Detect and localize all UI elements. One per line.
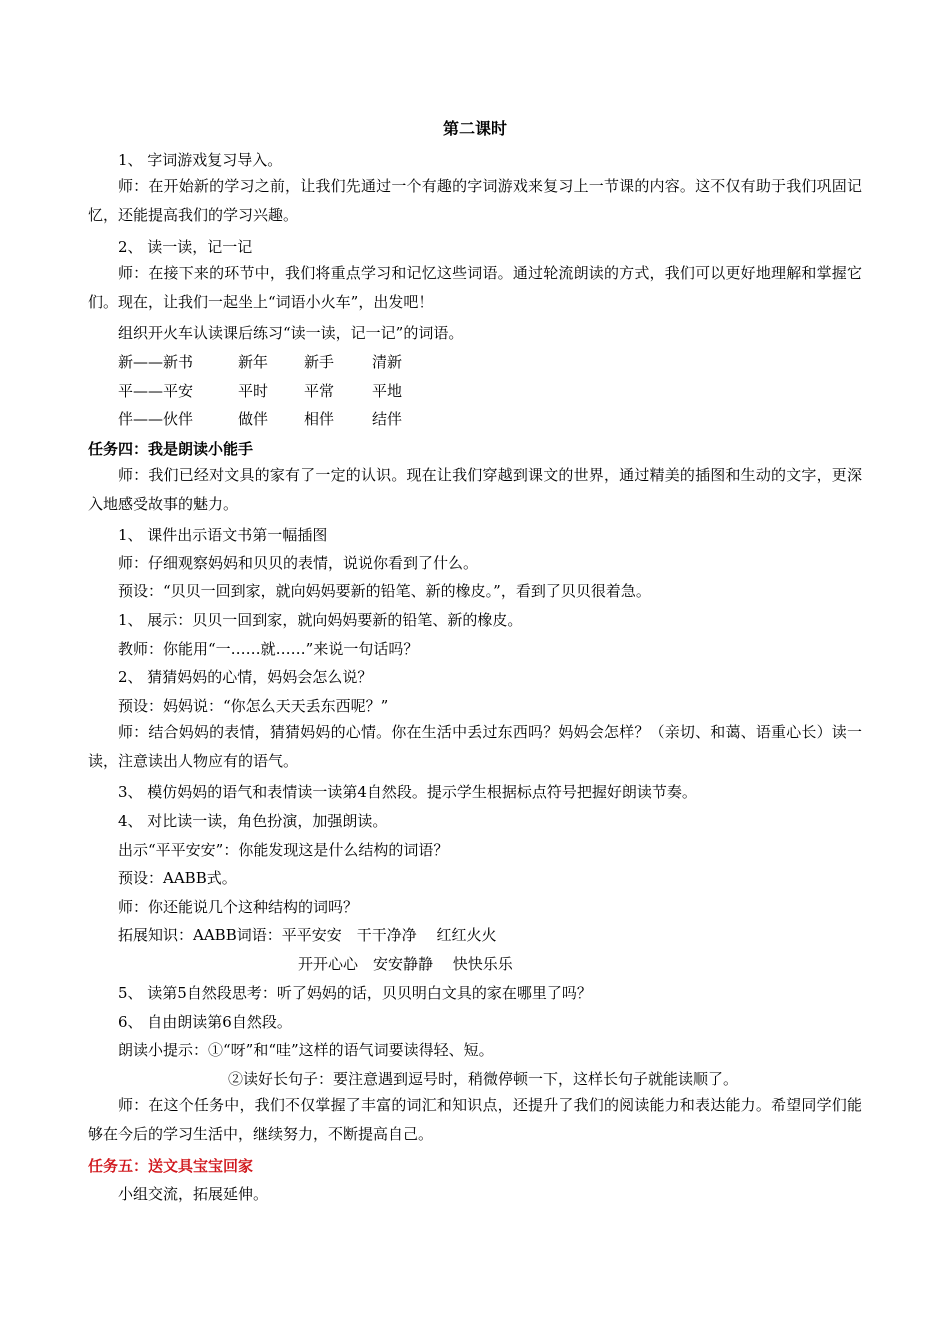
task4-line: 1、 展示：贝贝一回到家，就向妈妈要新的铅笔、新的橡皮。 bbox=[118, 611, 523, 629]
word-cell: 结伴 bbox=[372, 410, 403, 428]
paragraph-summary: 师：在这个任务中，我们不仅掌握了丰富的词汇和知识点，还提升了我们的阅读能力和表达能力。希望同学们能够在今后的学习生活中，继续努力，不断提高自己。 bbox=[88, 1096, 862, 1143]
word-cell: 做伴 bbox=[238, 410, 269, 428]
word-cell: 伴——伙伴 bbox=[118, 410, 194, 428]
word-cell: 平常 bbox=[304, 382, 335, 400]
task4-line: 出示“平平安安”：你能发现这是什么结构的词语？ bbox=[118, 841, 449, 859]
word-cell: 平地 bbox=[372, 382, 403, 400]
task4-line: 拓展知识：AABB词语：平平安安 干干净净 红红火火 bbox=[118, 926, 497, 944]
step-1: 1、 字词游戏复习导入。 bbox=[118, 151, 283, 169]
paragraph-train: 师：在接下来的环节中，我们将重点学习和记忆这些词语。通过轮流朗读的方式，我们可以更好地理解和掌握它们。现在，让我们一起坐上“词语小火车”，出发吧！ bbox=[88, 264, 862, 311]
task4-line: 朗读小提示：①“呀”和“哇”这样的语气词要读得轻、短。 bbox=[118, 1041, 494, 1059]
task4-line: 师：仔细观察妈妈和贝贝的表情，说说你看到了什么。 bbox=[118, 554, 479, 572]
task4-line: ②读好长句子：要注意遇到逗号时，稍微停顿一下，这样长句子就能读顺了。 bbox=[228, 1070, 739, 1088]
task4-line: 3、 模仿妈妈的语气和表情读一读第4自然段。提示学生根据标点符号把握好朗读节奏。 bbox=[118, 783, 697, 801]
word-cell: 清新 bbox=[372, 353, 403, 371]
word-cell: 平时 bbox=[238, 382, 269, 400]
task4-line: 6、 自由朗读第6自然段。 bbox=[118, 1013, 292, 1031]
task4-heading: 任务四：我是朗读小能手 bbox=[88, 440, 254, 458]
word-cell: 相伴 bbox=[304, 410, 335, 428]
word-cell: 新——新书 bbox=[118, 353, 194, 371]
task5-heading: 任务五：送文具宝宝回家 bbox=[88, 1157, 254, 1175]
word-row bbox=[118, 352, 402, 372]
task5-line: 小组交流，拓展延伸。 bbox=[118, 1185, 269, 1203]
task4-line: 预设：“贝贝一回到家，就向妈妈要新的铅笔、新的橡皮。”，看到了贝贝很着急。 bbox=[118, 582, 651, 600]
word-cell: 新手 bbox=[304, 353, 335, 371]
task4-line: 4、 对比读一读，角色扮演，加强朗读。 bbox=[118, 812, 388, 830]
paragraph-task4-intro: 师：我们已经对文具的家有了一定的认识。现在让我们穿越到课文的世界，通过精美的插图和生动的文字，更深入地感受故事的魅力。 bbox=[88, 466, 862, 513]
task4-line: 2、 猜猜妈妈的心情，妈妈会怎么说？ bbox=[118, 668, 373, 686]
task4-line: 预设：妈妈说：“你怎么天天丢东西呢？” bbox=[118, 697, 389, 715]
paragraph-review: 师：在开始新的学习之前，让我们先通过一个有趣的字词游戏来复习上一节课的内容。这不仅有助于我们巩固记忆，还能提高我们的学习兴趣。 bbox=[88, 177, 862, 224]
task4-line: 预设：AABB式。 bbox=[118, 869, 237, 887]
task4-line: 师：你还能说几个这种结构的词吗？ bbox=[118, 898, 359, 916]
task4-line: 教师：你能用“一……就……”来说一句话吗？ bbox=[118, 640, 419, 658]
word-intro: 组织开火车认读课后练习“读一读，记一记”的词语。 bbox=[118, 324, 464, 342]
task4-line: 开开心心 安安静静 快快乐乐 bbox=[298, 955, 513, 973]
word-cell: 平——平安 bbox=[118, 382, 194, 400]
page-title: 第二课时 bbox=[442, 119, 507, 138]
word-cell: 新年 bbox=[238, 353, 269, 371]
word-row bbox=[118, 381, 402, 401]
task4-line: 1、 课件出示语文书第一幅插图 bbox=[118, 526, 328, 544]
task4-line: 5、 读第5自然段思考：听了妈妈的话，贝贝明白文具的家在哪里了吗？ bbox=[118, 984, 592, 1002]
word-row bbox=[118, 409, 402, 429]
step-2: 2、 读一读，记一记 bbox=[118, 238, 253, 256]
paragraph-mood: 师：结合妈妈的表情，猜猜妈妈的心情。你在生活中丢过东西吗？妈妈会怎样？（亲切、和蔼、语重心长）读一读，注意读出人物应有的语气。 bbox=[88, 723, 862, 770]
